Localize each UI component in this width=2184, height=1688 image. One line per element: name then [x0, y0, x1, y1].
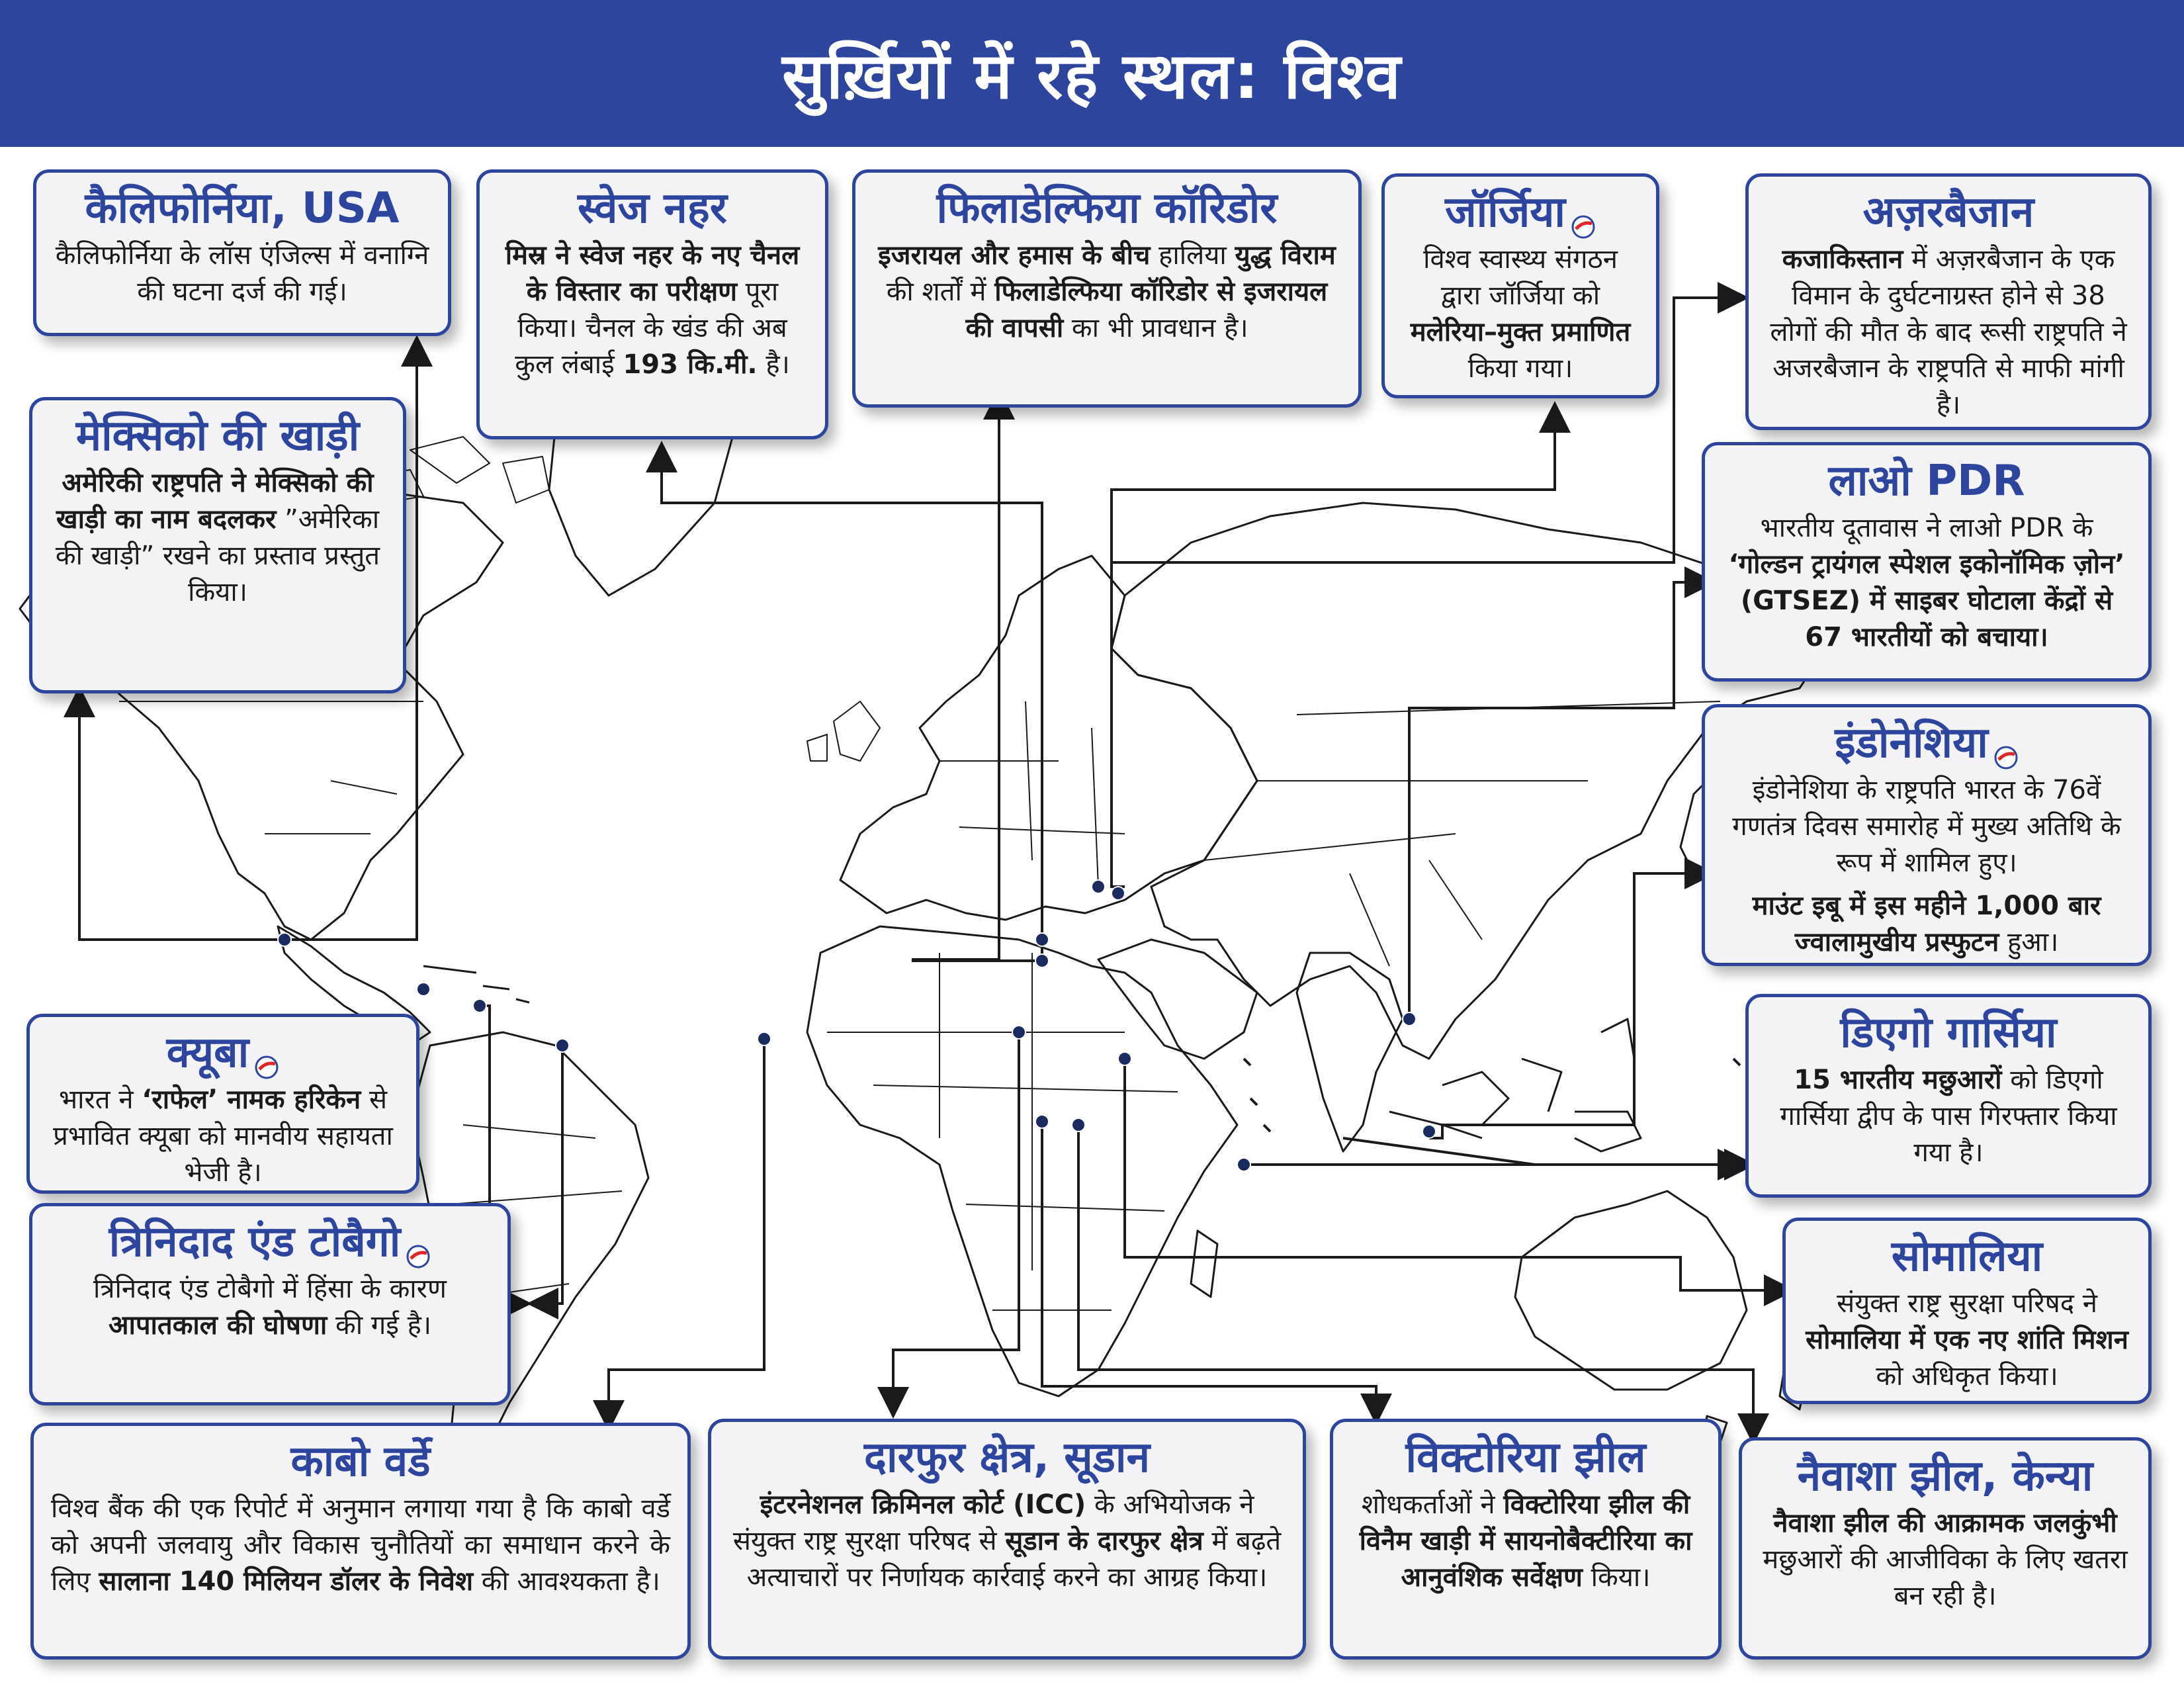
- news-badge-icon: [1571, 202, 1596, 227]
- card-title: अज़रबैजान: [1862, 188, 2034, 237]
- card-title: फिलाडेल्फिया कॉरिडोर: [936, 184, 1278, 233]
- card-trinidad: [29, 1203, 511, 1405]
- card-somalia: [1782, 1218, 2152, 1404]
- card-body: इंडोनेशिया के राष्ट्रपति भारत के 76वें गणतंत्र दिवस समारोह में मुख्य अतिथि के रूप में शामिल हुए।: [1732, 774, 2121, 878]
- card-cuba: [26, 1014, 419, 1194]
- location-dot-icon: [278, 933, 291, 946]
- card-body-2: माउंट इबू में इस महीने 1,000 बार ज्वालामुखीय प्रस्फुटन हुआ।: [1752, 891, 2101, 958]
- card-title: नैवाशा झील, केन्या: [1797, 1452, 2093, 1501]
- card-mexico: [29, 397, 406, 693]
- card-laos: [1702, 442, 2152, 682]
- card-body: त्रिनिदाद एंड टोबैगो में हिंसा के कारण आपातकाल की घोषणा की गई है।: [93, 1273, 447, 1341]
- card-naivasha: [1739, 1437, 2152, 1660]
- card-body: शोधकर्ताओं ने विक्टोरिया झील की विनैम खाड़ी में सायनोबैक्टीरिया का आनुवंशिक सर्वेक्षण किया।: [1359, 1489, 1692, 1593]
- news-badge-icon: [406, 1231, 431, 1257]
- location-dot-icon: [1403, 1012, 1416, 1026]
- card-body: कैलिफोर्निया के लॉस एंजिल्स में वनाग्नि की घटना दर्ज की गई।: [55, 240, 429, 307]
- card-diego-garcia: [1745, 994, 2152, 1198]
- location-dot-icon: [758, 1032, 771, 1045]
- card-body: संयुक्त राष्ट्र सुरक्षा परिषद ने सोमालिया में एक नए शांति मिशन को अधिकृत किया।: [1806, 1288, 2128, 1392]
- card-california: [33, 169, 451, 336]
- card-philadelphia: [852, 169, 1362, 408]
- card-title: लाओ PDR: [1828, 457, 2025, 506]
- card-title: क्यूबा: [47, 1029, 399, 1078]
- news-badge-icon: [1993, 733, 2019, 758]
- card-body: भारत ने ‘राफेल’ नामक हरिकेन से प्रभावित क्यूबा को मानवीय सहायता भेजी है।: [53, 1084, 393, 1188]
- location-dot-icon: [1422, 1125, 1436, 1138]
- card-victoria: [1330, 1419, 1722, 1660]
- card-body: विश्व बैंक की एक रिपोर्ट में अनुमान लगाया गया है कि काबो वर्डे को अपनी जलवायु और विकास चुनौतियों का समाधान करने के लिए सालाना 140 मिलियन डॉलर के निवेश की आवश्यकता है।: [51, 1493, 670, 1597]
- card-title: डिएगो गार्सिया: [1840, 1008, 2057, 1057]
- card-title: दारफुर क्षेत्र, सूडान: [864, 1433, 1150, 1482]
- card-title: विक्टोरिया झील: [1405, 1433, 1646, 1482]
- page-title: सुर्ख़ियों में रहे स्थल: विश्व: [782, 38, 1402, 113]
- card-body: अमेरिकी राष्ट्रपति ने मेक्सिको की खाड़ी का नाम बदलकर ”अमेरिका की खाड़ी” रखने का प्रस्ताव प्रस्तुत किया।: [55, 467, 380, 608]
- location-dot-icon: [1092, 880, 1105, 893]
- location-dot-icon: [473, 999, 486, 1012]
- card-indonesia: [1702, 704, 2152, 966]
- africa-outline: [807, 926, 1237, 1396]
- card-georgia: [1381, 173, 1659, 398]
- location-dot-icon: [1012, 1026, 1026, 1039]
- card-body: इजरायल और हमास के बीच हालिया युद्ध विराम की शर्तों में फिलाडेल्फिया कॉरिडोर से इजरायल की वापसी का भी प्रावधान है।: [878, 240, 1336, 343]
- location-dot-icon: [556, 1039, 569, 1052]
- card-darfur: [708, 1419, 1306, 1660]
- card-body: इंटरनेशनल क्रिमिनल कोर्ट (ICC) के अभियोजक ने संयुक्त राष्ट्र सुरक्षा परिषद से सूडान के दारफुर क्षेत्र में बढ़ते अत्याचारों पर निर्णायक कार्रवाई करने का आग्रह किया।: [732, 1489, 1282, 1593]
- location-dot-icon: [1035, 954, 1049, 967]
- card-body: विश्व स्वास्थ्य संगठन द्वारा जॉर्जिया को मलेरिया–मुक्त प्रमाणित किया गया।: [1410, 244, 1631, 384]
- card-suez: [476, 169, 828, 439]
- card-body: 15 भारतीय मछुआरों को डिएगो गार्सिया द्वीप के पास गिरफ्तार किया गया है।: [1780, 1064, 2117, 1168]
- card-title: सोमालिया: [1891, 1232, 2043, 1281]
- card-azerbaijan: [1745, 173, 2152, 430]
- news-badge-icon: [254, 1042, 279, 1067]
- card-cabo-verde: [30, 1423, 691, 1660]
- card-title: स्वेज नहर: [578, 184, 727, 233]
- card-title: मेक्सिको की खाड़ी: [75, 412, 360, 461]
- india-outline: [1297, 953, 1403, 1151]
- card-body: नैवाशा झील की आक्रामक जलकुंभी मछुआरों की आजीविका के लिए खतरा बन रही है।: [1763, 1507, 2128, 1611]
- card-body: कजाकिस्तान में अज़रबैजान के एक विमान के दुर्घटनाग्रस्त होने से 38 लोगों की मौत के बाद रूसी राष्ट्रपति ने अजरबैजान के राष्ट्रपति से माफी मांगी है।: [1770, 244, 2127, 421]
- location-dot-icon: [1072, 1118, 1085, 1132]
- card-title: काबो वर्डे: [290, 1437, 431, 1486]
- card-title: त्रिनिदाद एंड टोबैगो: [50, 1218, 490, 1267]
- location-dot-icon: [1112, 887, 1125, 900]
- location-dot-icon: [417, 983, 430, 996]
- location-dot-icon: [1035, 933, 1049, 946]
- location-dot-icon: [1035, 1115, 1049, 1128]
- card-body: भारतीय दूतावास ने लाओ PDR के ‘गोल्डन ट्रायंगल स्पेशल इकोनॉमिक ज़ोन’ (GTSEZ) में साइबर घोटाला केंद्रों से 67 भारतीयों को बचाया।: [1728, 512, 2125, 653]
- card-body: मिस्र ने स्वेज नहर के नए चैनल के विस्तार का परीक्षण पूरा किया। चैनल के खंड की अब कुल लंबाई 193 कि.मी. है।: [505, 240, 800, 380]
- card-title: जॉर्जिया: [1402, 189, 1639, 238]
- card-title: इंडोनेशिया: [1722, 719, 2131, 768]
- location-dot-icon: [1237, 1158, 1250, 1171]
- card-title: कैलिफोर्निया, USA: [85, 184, 400, 233]
- location-dot-icon: [1118, 1052, 1131, 1065]
- arabia-outline: [1098, 940, 1257, 1059]
